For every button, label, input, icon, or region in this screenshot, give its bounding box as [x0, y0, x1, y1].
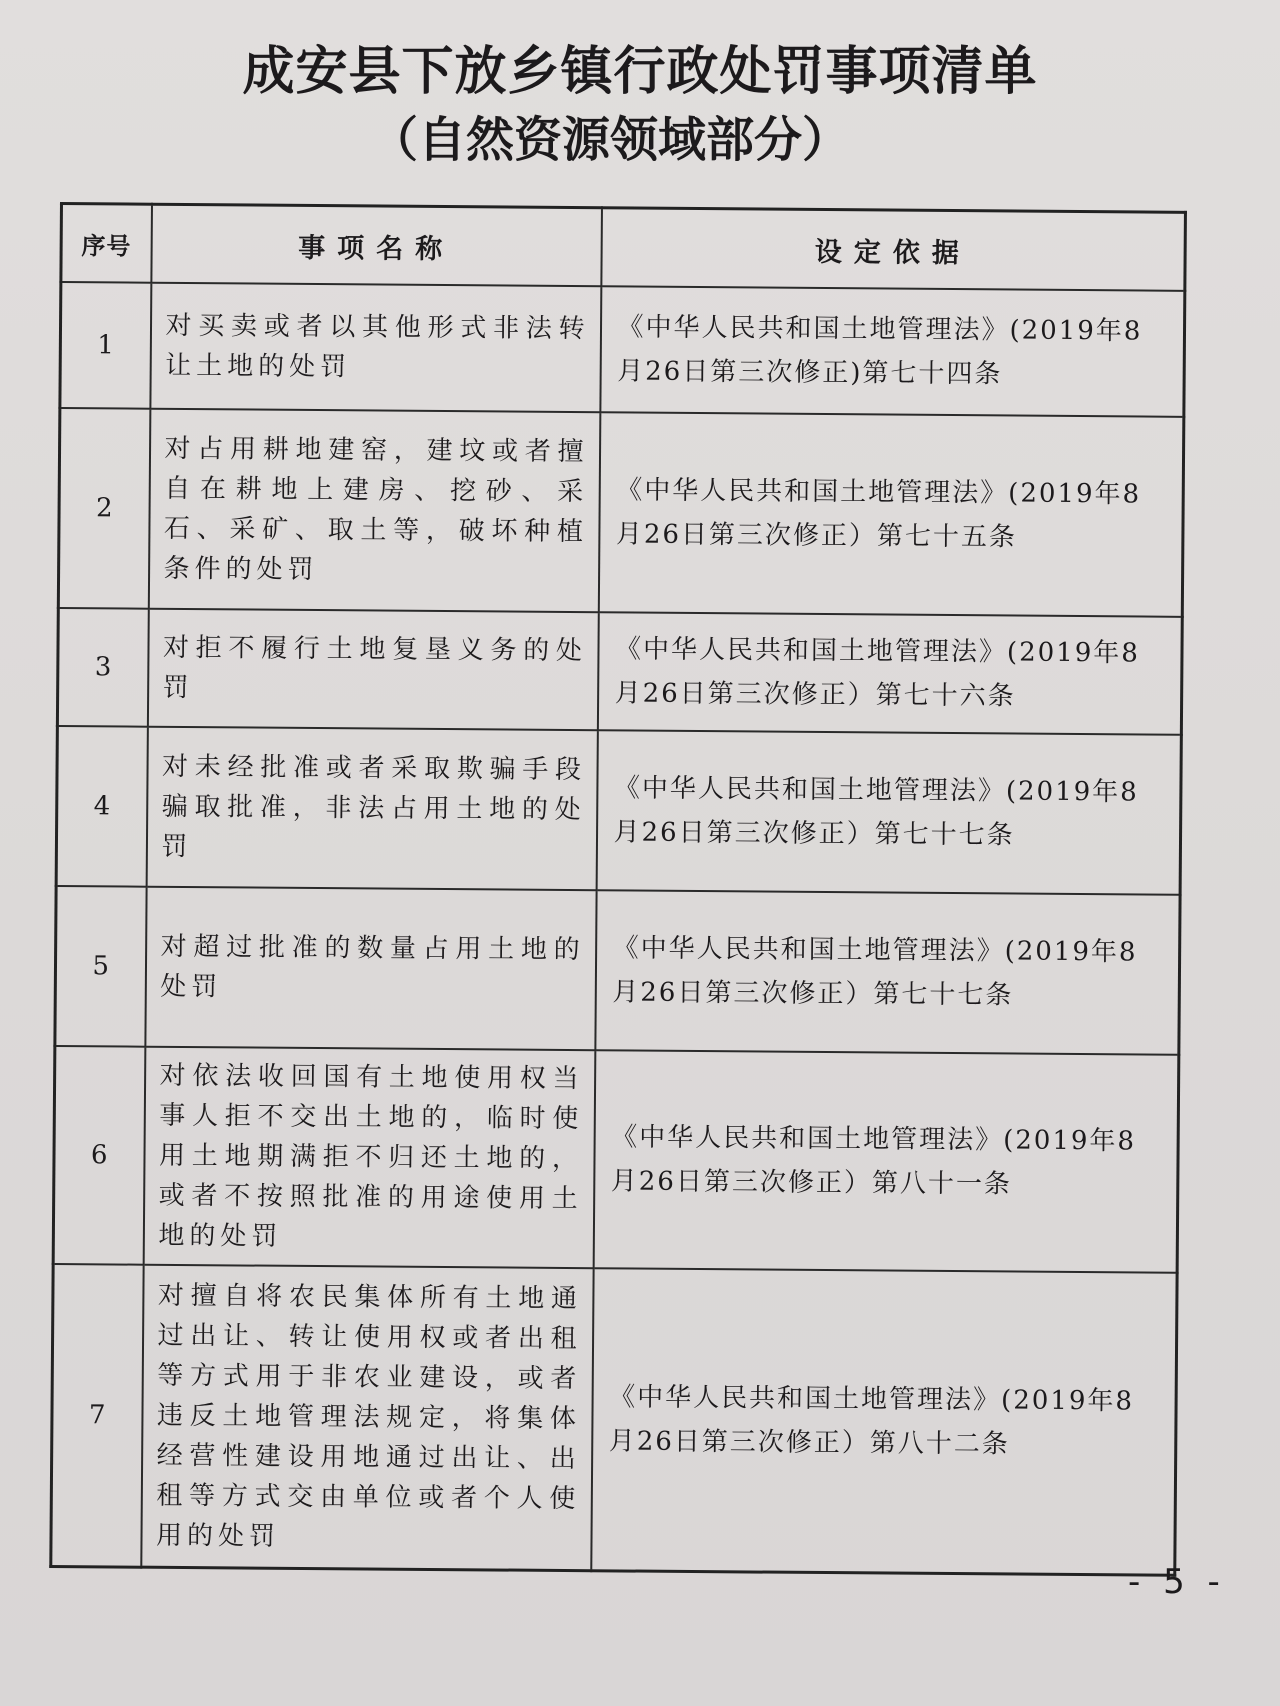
- document-title: 成安县下放乡镇行政处罚事项清单: [242, 42, 1038, 102]
- table-row: [56, 726, 1181, 895]
- header-legal-basis: 设定依据: [601, 208, 1186, 291]
- document-subtitle: （自然资源领域部分）: [369, 112, 850, 168]
- table-row: [55, 886, 1180, 1055]
- row-legal-basis: 《中华人民共和国土地管理法》(2019年8月26日第三次修正）第七十六条: [597, 612, 1182, 735]
- page-number: - 5 -: [1128, 1562, 1226, 1602]
- header-item-name: 事项名称: [151, 204, 602, 286]
- row-legal-basis: 《中华人民共和国土地管理法》(2019年8月26日第三次修正）第七十七条: [595, 890, 1180, 1055]
- row-serial-number: 6: [53, 1046, 145, 1265]
- row-legal-basis: 《中华人民共和国土地管理法》(2019年8月26日第三次修正）第七十七条: [596, 730, 1181, 895]
- row-item-name: 对买卖或者以其他形式非法转让土地的处罚: [150, 283, 601, 413]
- table-header-row: [61, 204, 1186, 291]
- row-item-name: 对超过批准的数量占用土地的处罚: [145, 887, 596, 1051]
- row-serial-number: 1: [60, 282, 151, 409]
- table-row: [60, 282, 1185, 417]
- row-serial-number: 3: [57, 608, 148, 727]
- row-item-name: 对依法收回国有土地使用权当事人拒不交出土地的，临时使用土地期满拒不归还土地的，或者不按照批准的用途使用土地的处罚: [143, 1047, 595, 1269]
- table-container: [49, 202, 1184, 1577]
- row-item-name: 对未经批准或者采取欺骗手段骗取批准，非法占用土地的处罚: [146, 727, 597, 891]
- row-serial-number: 4: [56, 726, 147, 887]
- table-row: [57, 608, 1182, 735]
- row-legal-basis: 《中华人民共和国土地管理法》(2019年8月26日第三次修正）第八十一条: [593, 1050, 1179, 1273]
- penalty-items-table: [49, 202, 1187, 1577]
- row-legal-basis: 《中华人民共和国土地管理法》(2019年8月26日第三次修正)第七十四条: [600, 286, 1185, 417]
- row-serial-number: 5: [55, 886, 146, 1047]
- header-serial-number: 序号: [61, 204, 152, 283]
- row-item-name: 对占用耕地建窑，建坟或者擅自在耕地上建房、挖砂、采石、采矿、取土等，破坏种植条件的处罚: [148, 409, 600, 613]
- row-serial-number: 2: [58, 408, 150, 609]
- row-item-name: 对拒不履行土地复垦义务的处罚: [147, 609, 598, 731]
- row-legal-basis: 《中华人民共和国土地管理法》(2019年8月26日第三次修正）第八十二条: [591, 1268, 1177, 1575]
- table-row: [51, 1264, 1177, 1575]
- row-item-name: 对擅自将农民集体所有土地通过出让、转让使用权或者出租等方式用于非农业建设，或者违反土地管理法规定，将集体经营性建设用地通过出让、出租等方式交由单位或者个人使用的处罚: [141, 1265, 593, 1571]
- table-row: [58, 408, 1184, 617]
- row-serial-number: 7: [51, 1264, 143, 1567]
- row-legal-basis: 《中华人民共和国土地管理法》(2019年8月26日第三次修正）第七十五条: [598, 412, 1184, 617]
- table-row: [53, 1046, 1179, 1273]
